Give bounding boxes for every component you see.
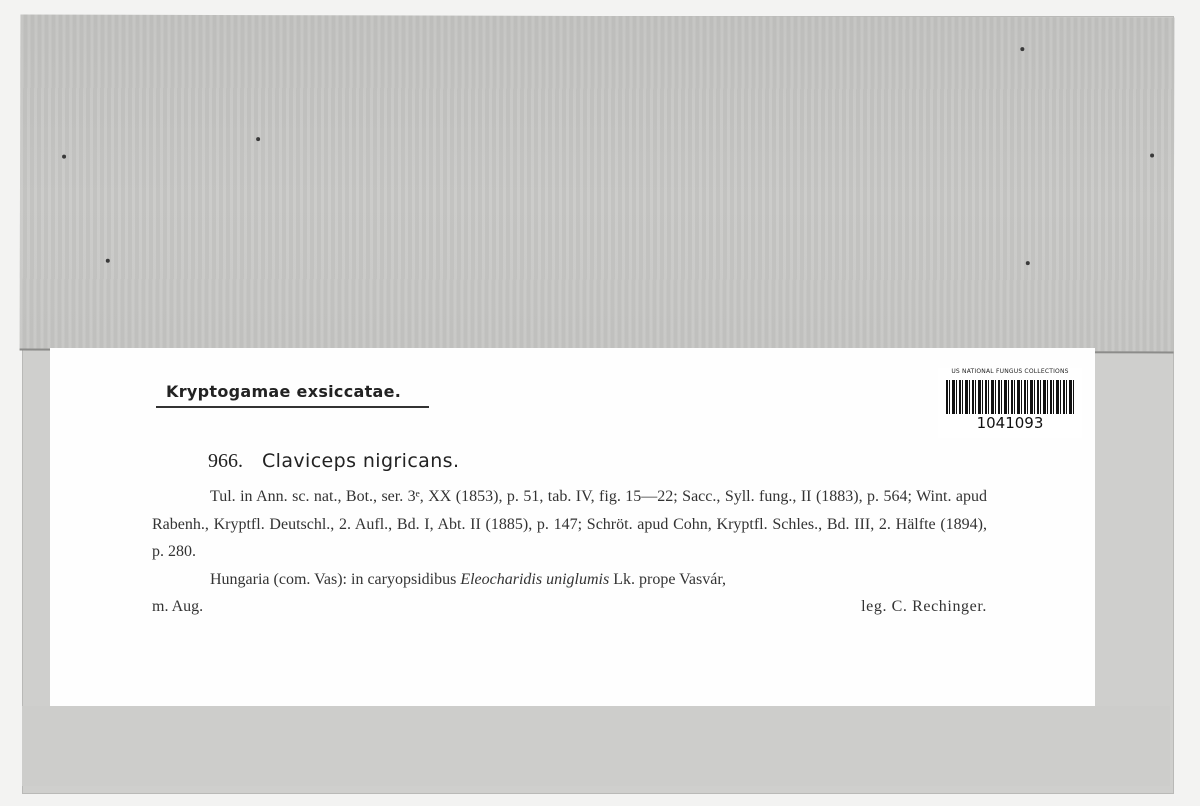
series-title: Kryptogamae exsiccatae. [166, 382, 402, 401]
speck [62, 155, 66, 159]
locality-suffix: Lk. prope Vasvár, [609, 570, 727, 588]
speck [1020, 47, 1024, 51]
barcode-number: 1041093 [976, 414, 1044, 432]
reference-text: Tul. in Ann. sc. nat., Bot., ser. 3ᵉ, XX (1853), p. 51, tab. IV, fig. 15—22; Sacc., Syll. fung., II (1883), p. 564; Wint. apud Rabenh., Kryptfl. Deutschl., 2. Aufl., Bd. I, Abt. II (1885), p. 147; Schröt. apud Cohn, Kryptfl. Schles., Bd. III, 2. Hälfte (1894), p. 280. [152, 488, 987, 560]
packet-flap [20, 14, 1175, 353]
barcode-sticker [938, 368, 1082, 438]
speck [106, 259, 110, 263]
packet-bottom [22, 706, 1170, 786]
locality-prefix: Hungaria (com. Vas): in caryopsidibus [210, 570, 461, 588]
barcode-caption: US NATIONAL FUNGUS COLLECTIONS [951, 368, 1069, 375]
speck [1026, 261, 1030, 265]
species-name: Claviceps nigricans. [262, 450, 460, 472]
host-name: Eleocharidis uniglumis [460, 570, 610, 588]
label-text [152, 483, 987, 621]
speck [256, 137, 260, 141]
species-number: 966. [208, 450, 243, 472]
collector: leg. C. Rechinger. [861, 598, 987, 615]
collection-date: m. Aug. [152, 598, 204, 615]
series-underline [156, 406, 429, 408]
barcode-icon [946, 380, 1074, 414]
date-collector-line [152, 593, 987, 621]
speck [1150, 153, 1154, 157]
species-heading [208, 450, 459, 473]
locality-text [152, 566, 987, 594]
